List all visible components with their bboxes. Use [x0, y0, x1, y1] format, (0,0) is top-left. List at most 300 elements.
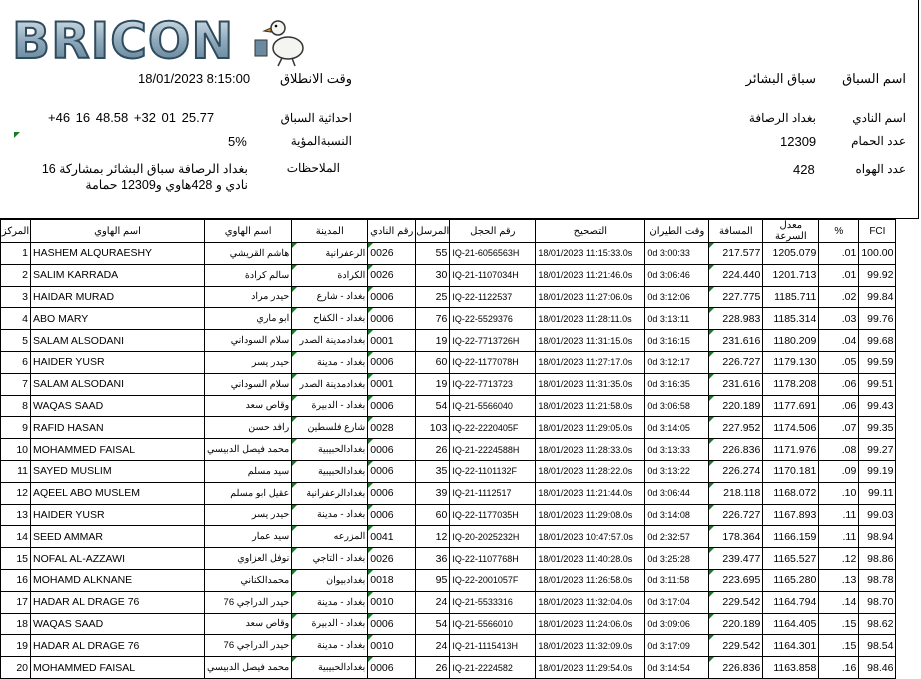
cell-fancier-name-ar: وقاص سعد — [205, 613, 292, 635]
cell-distance: 218.118 — [709, 482, 763, 504]
table-row[interactable] — [1, 504, 896, 526]
cell-rank: 7 — [1, 373, 31, 395]
column-header-percent[interactable]: % — [819, 220, 859, 243]
cell-flight-time: 0d 3:13:22 — [645, 460, 709, 482]
table-row[interactable] — [1, 439, 896, 461]
cell-rank: 8 — [1, 395, 31, 417]
column-header-sender[interactable]: المرسل — [416, 220, 450, 243]
fanciers-label: عدد الهواه — [855, 162, 906, 176]
cell-club-no: 0006 — [368, 439, 416, 461]
cell-fci: 98.86 — [859, 548, 896, 570]
cell-corrected-time: 18/01/2023 11:32:04.0s — [536, 591, 645, 613]
cell-fci: 98.78 — [859, 569, 896, 591]
cell-ring-no: IQ-20-2025232H — [450, 526, 536, 548]
cell-percent: .07 — [819, 417, 859, 439]
cell-club-no: 0001 — [368, 330, 416, 352]
cell-fci: 99.43 — [859, 395, 896, 417]
cell-ring-no: IQ-21-1112517 — [450, 482, 536, 504]
cell-fancier-name-ar: حيدر الدراجي 76 — [205, 635, 292, 657]
cell-fancier-name-en: WAQAS SAAD — [31, 613, 205, 635]
cell-flight-time: 0d 3:16:15 — [645, 330, 709, 352]
cell-city: بغداد - مدينة — [292, 504, 368, 526]
cell-fci: 99.68 — [859, 330, 896, 352]
cell-speed: 1174.506 — [763, 417, 819, 439]
cell-fancier-name-ar: هاشم القريشي — [205, 243, 292, 265]
cell-city: بغداد - مدينة — [292, 635, 368, 657]
cell-rank: 9 — [1, 417, 31, 439]
cell-city: الكرادة — [292, 264, 368, 286]
cell-sender: 12 — [416, 526, 450, 548]
cell-percent: .11 — [819, 504, 859, 526]
cell-fancier-name-ar: حيدر يسر — [205, 504, 292, 526]
column-header-club-no[interactable]: رقم النادي — [368, 220, 416, 243]
cell-distance: 231.616 — [709, 373, 763, 395]
table-row[interactable] — [1, 482, 896, 504]
cell-distance: 227.952 — [709, 417, 763, 439]
cell-percent: .01 — [819, 243, 859, 265]
column-header-ring-no[interactable]: رقم الحجل — [450, 220, 536, 243]
cell-sender: 55 — [416, 243, 450, 265]
cell-fancier-name-en: SALIM KARRADA — [31, 264, 205, 286]
cell-corrected-time: 18/01/2023 10:47:57.0s — [536, 526, 645, 548]
cell-percent: .08 — [819, 439, 859, 461]
cell-club-no: 0010 — [368, 591, 416, 613]
cell-corrected-time: 18/01/2023 11:29:08.0s — [536, 504, 645, 526]
cell-rank: 18 — [1, 613, 31, 635]
cell-percent: .10 — [819, 482, 859, 504]
cell-club-no: 0006 — [368, 482, 416, 504]
table-row[interactable] — [1, 591, 896, 613]
cell-sender: 95 — [416, 569, 450, 591]
cell-rank: 13 — [1, 504, 31, 526]
club-name-value: بغداد الرصافة — [748, 111, 816, 125]
cell-distance: 226.727 — [709, 351, 763, 373]
cell-flight-time: 0d 3:06:46 — [645, 264, 709, 286]
race-name-label: اسم السباق — [842, 71, 906, 86]
cell-sender: 76 — [416, 308, 450, 330]
cell-flight-time: 0d 3:14:08 — [645, 504, 709, 526]
cell-club-no: 0001 — [368, 373, 416, 395]
cell-fancier-name-en: SALAM ALSODANI — [31, 373, 205, 395]
cell-rank: 10 — [1, 439, 31, 461]
cell-ring-no: IQ-22-2001057F — [450, 569, 536, 591]
cell-flight-time: 0d 3:00:33 — [645, 243, 709, 265]
cell-fancier-name-en: AQEEL ABO MUSLEM — [31, 482, 205, 504]
cell-fancier-name-ar: حيدر مراد — [205, 286, 292, 308]
table-row[interactable] — [1, 373, 896, 395]
pigeons-value: 12309 — [780, 134, 817, 149]
cell-speed: 1177.691 — [763, 395, 819, 417]
cell-club-no: 0006 — [368, 395, 416, 417]
cell-corrected-time: 18/01/2023 11:15:33.0s — [536, 243, 645, 265]
cell-corrected-time: 18/01/2023 11:40:28.0s — [536, 548, 645, 570]
cell-club-no: 0026 — [368, 264, 416, 286]
cell-fancier-name-en: HAIDER YUSR — [31, 351, 205, 373]
pigeon-mascot-icon — [255, 21, 303, 66]
cell-speed: 1201.713 — [763, 264, 819, 286]
cell-flight-time: 0d 3:25:28 — [645, 548, 709, 570]
cell-city: بغداد - التاجي — [292, 548, 368, 570]
cell-club-no: 0006 — [368, 613, 416, 635]
cell-speed: 1164.794 — [763, 591, 819, 613]
bricon-logo — [10, 8, 310, 70]
cell-corrected-time: 18/01/2023 11:24:06.0s — [536, 613, 645, 635]
table-row[interactable] — [1, 613, 896, 635]
logo-text: BRICON — [12, 12, 235, 70]
table-header-row — [1, 220, 896, 243]
cell-club-no: 0006 — [368, 657, 416, 679]
cell-fci: 99.27 — [859, 439, 896, 461]
cell-ring-no: IQ-21-6056563H — [450, 243, 536, 265]
cell-fci: 99.92 — [859, 264, 896, 286]
cell-rank: 1 — [1, 243, 31, 265]
column-header-fci[interactable]: FCI — [859, 220, 896, 243]
cell-ring-no: IQ-22-1177078H — [450, 351, 536, 373]
cell-club-no: 0041 — [368, 526, 416, 548]
status-flag-icon — [14, 132, 20, 138]
coords-label: احداثية السباق — [280, 111, 352, 125]
cell-fancier-name-ar: رافد حسن — [205, 417, 292, 439]
cell-flight-time: 0d 3:17:04 — [645, 591, 709, 613]
cell-percent: .16 — [819, 657, 859, 679]
cell-distance: 226.836 — [709, 439, 763, 461]
cell-rank: 17 — [1, 591, 31, 613]
cell-club-no: 0006 — [368, 308, 416, 330]
cell-fancier-name-ar: محمد فيصل الدبيسي — [205, 439, 292, 461]
cell-flight-time: 0d 3:16:35 — [645, 373, 709, 395]
cell-ring-no: IQ-21-2224588H — [450, 439, 536, 461]
cell-fci: 98.46 — [859, 657, 896, 679]
cell-rank: 6 — [1, 351, 31, 373]
cell-speed: 1164.405 — [763, 613, 819, 635]
cell-ring-no: IQ-22-1177035H — [450, 504, 536, 526]
cell-ring-no: IQ-21-2224582 — [450, 657, 536, 679]
cell-ring-no: IQ-22-7713723 — [450, 373, 536, 395]
cell-sender: 39 — [416, 482, 450, 504]
cell-city: بغدادالرعفرانية — [292, 482, 368, 504]
percent-label: النسبةالمؤية — [290, 134, 352, 148]
cell-sender: 103 — [416, 417, 450, 439]
cell-ring-no: IQ-22-7713726H — [450, 330, 536, 352]
cell-fci: 98.62 — [859, 613, 896, 635]
cell-corrected-time: 18/01/2023 11:21:46.0s — [536, 264, 645, 286]
cell-percent: .12 — [819, 548, 859, 570]
cell-club-no: 0018 — [368, 569, 416, 591]
cell-sender: 54 — [416, 395, 450, 417]
column-header-distance[interactable]: المسافة — [709, 220, 763, 243]
cell-fci: 99.03 — [859, 504, 896, 526]
table-row[interactable] — [1, 569, 896, 591]
cell-distance: 239.477 — [709, 548, 763, 570]
cell-sender: 26 — [416, 439, 450, 461]
results-table — [0, 219, 896, 679]
cell-distance: 229.542 — [709, 635, 763, 657]
race-name-value: سباق البشائر — [745, 71, 816, 86]
cell-city: بغداد - الكفاح — [292, 308, 368, 330]
cell-speed: 1185.314 — [763, 308, 819, 330]
club-name-label: اسم النادي — [852, 111, 906, 125]
cell-fancier-name-en: HAIDER YUSR — [31, 504, 205, 526]
cell-fancier-name-en: SALAM ALSODANI — [31, 330, 205, 352]
table-row[interactable] — [1, 243, 896, 265]
cell-fancier-name-ar: سلام السوداني — [205, 330, 292, 352]
cell-ring-no: IQ-22-2220405F — [450, 417, 536, 439]
cell-speed: 1168.072 — [763, 482, 819, 504]
cell-ring-no: IQ-22-1122537 — [450, 286, 536, 308]
table-row[interactable] — [1, 460, 896, 482]
cell-fancier-name-en: ABO MARY — [31, 308, 205, 330]
cell-corrected-time: 18/01/2023 11:21:58.0s — [536, 395, 645, 417]
notes-value: بغداد الرصافة سباق البشائر بمشاركة 16 نادي و 428هاوي و12309 حمامة — [41, 162, 248, 192]
cell-flight-time: 0d 2:32:57 — [645, 526, 709, 548]
cell-speed: 1165.280 — [763, 569, 819, 591]
cell-percent: .14 — [819, 591, 859, 613]
cell-corrected-time: 18/01/2023 11:31:35.0s — [536, 373, 645, 395]
cell-percent: .09 — [819, 460, 859, 482]
cell-fancier-name-en: WAQAS SAAD — [31, 395, 205, 417]
cell-city: بغدادالحبيبية — [292, 460, 368, 482]
start-time-label: وقت الانطلاق — [279, 71, 352, 86]
cell-fancier-name-ar: سالم كرادة — [205, 264, 292, 286]
cell-fci: 98.54 — [859, 635, 896, 657]
cell-distance: 220.189 — [709, 395, 763, 417]
cell-rank: 20 — [1, 657, 31, 679]
cell-city: بغدادمدينة الصدر — [292, 330, 368, 352]
cell-fci: 99.11 — [859, 482, 896, 504]
cell-distance: 178.364 — [709, 526, 763, 548]
cell-fancier-name-en: NOFAL AL-AZZAWI — [31, 548, 205, 570]
cell-sender: 54 — [416, 613, 450, 635]
start-time-value: 18/01/2023 8:15:00 — [138, 71, 251, 86]
cell-city: بغدادمدينة الصدر — [292, 373, 368, 395]
cell-sender: 30 — [416, 264, 450, 286]
cell-city: بغداد - الدبيرة — [292, 613, 368, 635]
cell-fancier-name-ar: حيدر يسر — [205, 351, 292, 373]
cell-distance: 231.616 — [709, 330, 763, 352]
cell-club-no: 0010 — [368, 635, 416, 657]
cell-percent: .05 — [819, 351, 859, 373]
column-header-fancier-name-en[interactable]: اسم الهاوي — [31, 220, 205, 243]
cell-club-no: 0006 — [368, 504, 416, 526]
cell-percent: .13 — [819, 569, 859, 591]
table-row[interactable] — [1, 417, 896, 439]
cell-distance: 226.836 — [709, 657, 763, 679]
cell-fancier-name-en: MOHAMMED FAISAL — [31, 657, 205, 679]
cell-sender: 60 — [416, 351, 450, 373]
cell-corrected-time: 18/01/2023 11:31:15.0s — [536, 330, 645, 352]
cell-distance: 229.542 — [709, 591, 763, 613]
cell-ring-no: IQ-21-5566040 — [450, 395, 536, 417]
cell-city: بغداد - شارع — [292, 286, 368, 308]
cell-fci: 99.51 — [859, 373, 896, 395]
cell-city: بغدادالحبيبية — [292, 657, 368, 679]
cell-fancier-name-ar: حيدر الدراجي 76 — [205, 591, 292, 613]
cell-city: بغداد - مدينة — [292, 591, 368, 613]
column-header-fancier-name-ar[interactable]: اسم الهاوي — [205, 220, 292, 243]
cell-club-no: 0006 — [368, 460, 416, 482]
cell-percent: .01 — [819, 264, 859, 286]
cell-fci: 99.84 — [859, 286, 896, 308]
cell-fancier-name-en: HADAR AL DRAGE 76 — [31, 591, 205, 613]
cell-speed: 1165.527 — [763, 548, 819, 570]
cell-rank: 15 — [1, 548, 31, 570]
column-header-city[interactable]: المدينة — [292, 220, 368, 243]
cell-corrected-time: 18/01/2023 11:28:11.0s — [536, 308, 645, 330]
cell-corrected-time: 18/01/2023 11:26:58.0s — [536, 569, 645, 591]
table-row[interactable] — [1, 635, 896, 657]
cell-corrected-time: 18/01/2023 11:29:05.0s — [536, 417, 645, 439]
cell-club-no: 0006 — [368, 351, 416, 373]
cell-percent: .15 — [819, 613, 859, 635]
cell-corrected-time: 18/01/2023 11:21:44.0s — [536, 482, 645, 504]
cell-fancier-name-ar: ابو ماري — [205, 308, 292, 330]
cell-sender: 24 — [416, 591, 450, 613]
cell-fancier-name-en: HAIDAR MURAD — [31, 286, 205, 308]
cell-fancier-name-ar: سيد عمار — [205, 526, 292, 548]
table-row[interactable] — [1, 351, 896, 373]
table-row[interactable] — [1, 526, 896, 548]
cell-fancier-name-ar: سلام السوداني — [205, 373, 292, 395]
cell-city: بغداد - مدينة — [292, 351, 368, 373]
cell-flight-time: 0d 3:11:58 — [645, 569, 709, 591]
cell-distance: 217.577 — [709, 243, 763, 265]
cell-rank: 16 — [1, 569, 31, 591]
table-row[interactable] — [1, 264, 896, 286]
percent-value: 5% — [228, 134, 247, 149]
cell-club-no: 0026 — [368, 548, 416, 570]
cell-fancier-name-en: MOHAMMED FAISAL — [31, 439, 205, 461]
cell-city: بغدادبيوان — [292, 569, 368, 591]
cell-ring-no: IQ-22-1107768H — [450, 548, 536, 570]
cell-flight-time: 0d 3:12:06 — [645, 286, 709, 308]
cell-fancier-name-en: RAFID HASAN — [31, 417, 205, 439]
cell-fancier-name-ar: محمدالكناني — [205, 569, 292, 591]
table-row[interactable] — [1, 657, 896, 679]
cell-rank: 4 — [1, 308, 31, 330]
cell-percent: .06 — [819, 373, 859, 395]
cell-corrected-time: 18/01/2023 11:29:54.0s — [536, 657, 645, 679]
cell-corrected-time: 18/01/2023 11:27:06.0s — [536, 286, 645, 308]
cell-distance: 224.440 — [709, 264, 763, 286]
cell-city: الرعفرانية — [292, 243, 368, 265]
cell-percent: .02 — [819, 286, 859, 308]
table-row[interactable] — [1, 308, 896, 330]
cell-speed: 1164.301 — [763, 635, 819, 657]
column-header-speed[interactable]: معدل السرعة — [763, 220, 819, 243]
cell-flight-time: 0d 3:13:11 — [645, 308, 709, 330]
cell-flight-time: 0d 3:13:33 — [645, 439, 709, 461]
table-row[interactable] — [1, 548, 896, 570]
cell-fci: 99.35 — [859, 417, 896, 439]
cell-sender: 25 — [416, 286, 450, 308]
cell-fci: 100.00 — [859, 243, 896, 265]
cell-percent: .15 — [819, 635, 859, 657]
cell-flight-time: 0d 3:09:06 — [645, 613, 709, 635]
cell-corrected-time: 18/01/2023 11:28:33.0s — [536, 439, 645, 461]
cell-ring-no: IQ-21-1107034H — [450, 264, 536, 286]
cell-rank: 12 — [1, 482, 31, 504]
cell-speed: 1185.711 — [763, 286, 819, 308]
cell-percent: .06 — [819, 395, 859, 417]
cell-rank: 2 — [1, 264, 31, 286]
cell-fancier-name-en: HASHEM ALQURAESHY — [31, 243, 205, 265]
cell-fancier-name-ar: محمد فيصل الدبيسي — [205, 657, 292, 679]
cell-fci: 98.94 — [859, 526, 896, 548]
cell-distance: 228.983 — [709, 308, 763, 330]
cell-percent: .04 — [819, 330, 859, 352]
cell-speed: 1205.079 — [763, 243, 819, 265]
cell-sender: 24 — [416, 635, 450, 657]
cell-city: المزرعه — [292, 526, 368, 548]
cell-ring-no: IQ-22-1101132F — [450, 460, 536, 482]
cell-percent: .03 — [819, 308, 859, 330]
cell-flight-time: 0d 3:14:54 — [645, 657, 709, 679]
cell-flight-time: 0d 3:17:09 — [645, 635, 709, 657]
column-header-corrected-time[interactable]: التصحيح — [536, 220, 645, 243]
notes-label: الملاحظات — [286, 161, 340, 175]
cell-corrected-time: 18/01/2023 11:28:22.0s — [536, 460, 645, 482]
cell-fancier-name-en: MOHAMD ALKNANE — [31, 569, 205, 591]
cell-club-no: 0026 — [368, 243, 416, 265]
cell-fancier-name-ar: سيد مسلم — [205, 460, 292, 482]
cell-city: بغداد - الدبيرة — [292, 395, 368, 417]
cell-fci: 99.59 — [859, 351, 896, 373]
cell-flight-time: 0d 3:12:17 — [645, 351, 709, 373]
cell-fancier-name-ar: نوفل العزاوي — [205, 548, 292, 570]
cell-city: شارع فلسطين — [292, 417, 368, 439]
cell-distance: 227.775 — [709, 286, 763, 308]
cell-ring-no: IQ-21-5566010 — [450, 613, 536, 635]
cell-sender: 35 — [416, 460, 450, 482]
cell-club-no: 0006 — [368, 286, 416, 308]
table-row[interactable] — [1, 330, 896, 352]
cell-fancier-name-en: HADAR AL DRAGE 76 — [31, 635, 205, 657]
cell-fci: 99.19 — [859, 460, 896, 482]
cell-distance: 226.727 — [709, 504, 763, 526]
cell-rank: 19 — [1, 635, 31, 657]
cell-distance: 226.274 — [709, 460, 763, 482]
column-header-rank[interactable]: المركز — [1, 220, 31, 243]
cell-club-no: 0028 — [368, 417, 416, 439]
coords-value: +46 16 48.58 +32 01 25.77 — [48, 110, 215, 125]
cell-fci: 99.76 — [859, 308, 896, 330]
cell-fancier-name-ar: وقاص سعد — [205, 395, 292, 417]
cell-city: بغدادالحبيبية — [292, 439, 368, 461]
cell-rank: 5 — [1, 330, 31, 352]
table-row[interactable] — [1, 395, 896, 417]
cell-sender: 19 — [416, 373, 450, 395]
cell-ring-no: IQ-21-5533316 — [450, 591, 536, 613]
cell-distance: 220.189 — [709, 613, 763, 635]
cell-fancier-name-en: SAYED MUSLIM — [31, 460, 205, 482]
cell-speed: 1166.159 — [763, 526, 819, 548]
cell-distance: 223.695 — [709, 569, 763, 591]
cell-fancier-name-ar: عقيل ابو مسلم — [205, 482, 292, 504]
cell-speed: 1163.858 — [763, 657, 819, 679]
cell-rank: 3 — [1, 286, 31, 308]
cell-sender: 26 — [416, 657, 450, 679]
cell-sender: 60 — [416, 504, 450, 526]
column-header-flight-time[interactable]: وقت الطيران — [645, 220, 709, 243]
cell-flight-time: 0d 3:14:05 — [645, 417, 709, 439]
cell-flight-time: 0d 3:06:58 — [645, 395, 709, 417]
table-row[interactable] — [1, 286, 896, 308]
cell-fci: 98.70 — [859, 591, 896, 613]
cell-fancier-name-en: SEED AMMAR — [31, 526, 205, 548]
cell-speed: 1167.893 — [763, 504, 819, 526]
cell-percent: .11 — [819, 526, 859, 548]
cell-corrected-time: 18/01/2023 11:27:17.0s — [536, 351, 645, 373]
